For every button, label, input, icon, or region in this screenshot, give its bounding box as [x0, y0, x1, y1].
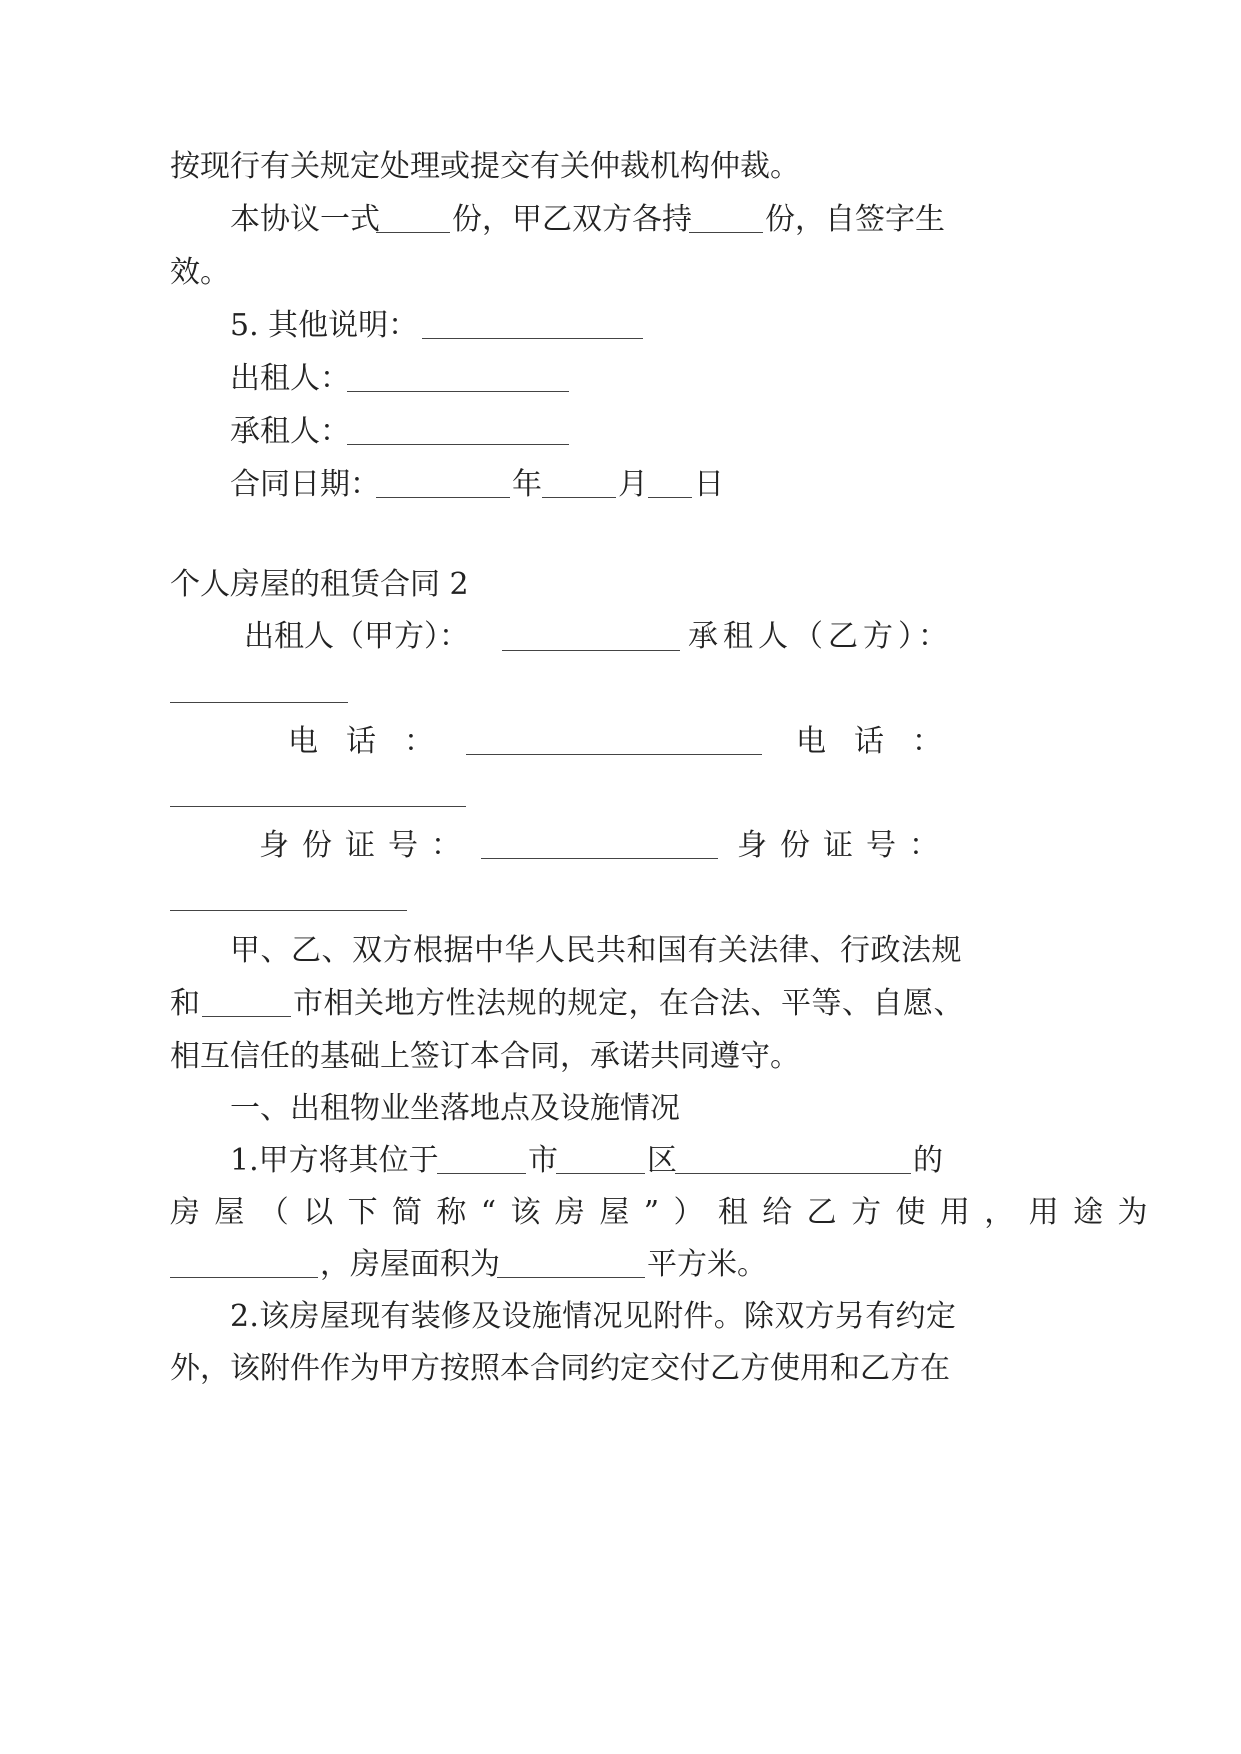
item1-district-text: 区	[647, 1143, 677, 1178]
paragraph-end-text: 按现行有关规定处理或提交有关仲裁机构仲裁。	[170, 149, 800, 184]
copies-text-4: 效。	[170, 255, 230, 290]
date-label: 合同日期：	[230, 467, 380, 502]
copies-text-2: 份，甲乙双方各持	[452, 202, 692, 237]
copies-text-3: 份，自签字生	[765, 202, 945, 237]
other-label: 5. 其他说明：	[230, 308, 419, 343]
intro-line-2b: 市相关地方性法规的规定，在合法、平等、自愿、	[293, 986, 964, 1021]
copies-text-1: 本协议一式	[230, 202, 380, 237]
date-year-text: 年	[512, 467, 542, 502]
phone-b-blank[interactable]	[170, 806, 466, 807]
intro-line-3: 相互信任的基础上签订本合同，承诺共同遵守。	[170, 1039, 800, 1074]
party-b-blank[interactable]	[170, 702, 348, 703]
item1-city-blank[interactable]	[437, 1173, 526, 1174]
phone-a-label: 电话：	[288, 724, 462, 759]
section-1-heading: 一、出租物业坐落地点及设施情况	[230, 1091, 680, 1126]
date-month-text: 月	[618, 467, 648, 502]
item2-line-2: 外，该附件作为甲方按照本合同约定交付乙方使用和乙方在	[170, 1351, 950, 1386]
id-b-blank[interactable]	[170, 910, 407, 911]
date-day-blank[interactable]	[648, 497, 692, 498]
id-a-blank[interactable]	[481, 858, 718, 859]
item1-area-label: ，房屋面积为	[320, 1247, 500, 1282]
copies-blank-2[interactable]	[689, 232, 763, 233]
item1-area-blank[interactable]	[497, 1277, 645, 1278]
other-blank[interactable]	[422, 338, 643, 339]
item1-address-blank[interactable]	[675, 1173, 911, 1174]
item1-text-a: 1.甲方将其位于	[230, 1143, 439, 1178]
item1-use-blank[interactable]	[170, 1277, 318, 1278]
party-a-blank[interactable]	[502, 650, 680, 651]
phone-b-label: 电话：	[796, 724, 970, 759]
item2-line-1: 2.该房屋现有装修及设施情况见附件。除双方另有约定	[230, 1299, 957, 1334]
id-a-label: 身份证号：	[259, 828, 474, 863]
lessor-blank[interactable]	[347, 391, 569, 392]
intro-city-blank[interactable]	[202, 1016, 291, 1017]
date-year-blank[interactable]	[376, 497, 510, 498]
date-day-text: 日	[694, 467, 724, 502]
date-month-blank[interactable]	[542, 497, 616, 498]
lessor-label: 出租人：	[230, 361, 350, 396]
phone-a-blank[interactable]	[466, 754, 762, 755]
party-b-label: 承租人（乙方）：	[688, 619, 953, 654]
intro-line-2a: 和	[170, 986, 200, 1021]
item1-line-2	[170, 1195, 1162, 1230]
id-b-label: 身份证号：	[737, 828, 952, 863]
intro-line-1: 甲、乙、双方根据中华人民共和国有关法律、行政法规	[230, 933, 962, 968]
lessee-label: 承租人：	[230, 414, 350, 449]
party-a-label	[244, 619, 494, 654]
copies-blank-1[interactable]	[376, 232, 450, 233]
item1-city-text: 市	[528, 1143, 558, 1178]
item1-district-blank[interactable]	[556, 1173, 645, 1174]
item1-unit-text: 平方米。	[647, 1247, 767, 1282]
item1-line-2-text: 房屋（以下简称“该房屋”）租给乙方使用，用途为	[170, 1195, 1162, 1230]
item1-de-text: 的	[913, 1143, 943, 1178]
party-a-label-text: 出租人（甲方）：	[244, 619, 469, 654]
lessee-blank[interactable]	[347, 444, 569, 445]
contract2-title: 个人房屋的租赁合同 2	[170, 567, 469, 602]
